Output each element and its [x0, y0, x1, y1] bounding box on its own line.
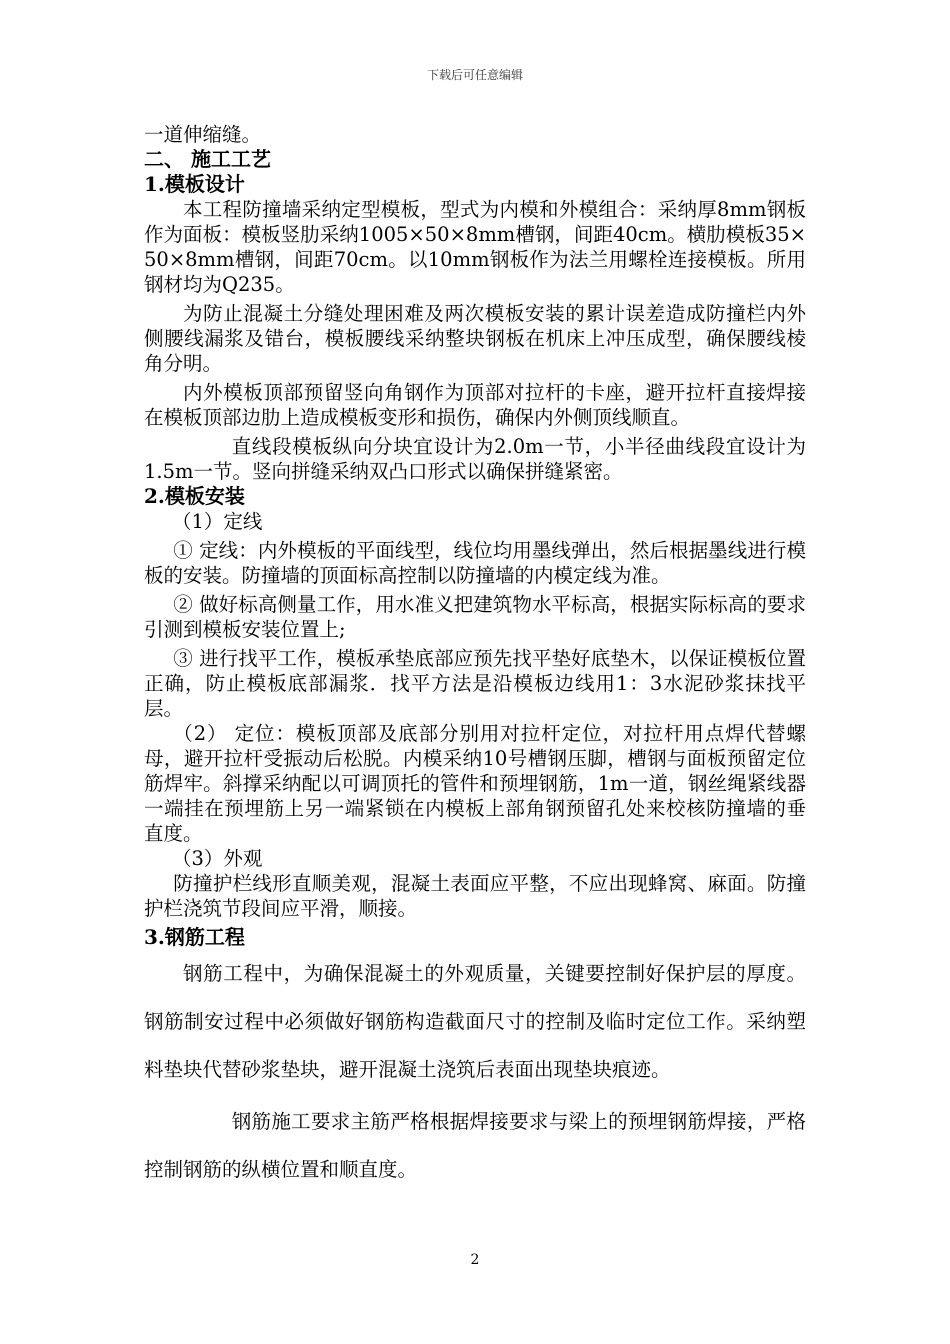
paragraph-rebar-welding: 钢筋施工要求主筋严格根据焊接要求与梁上的预埋钢筋焊接，严格控制钢筋的纵横位置和顺直度。 — [144, 1110, 806, 1181]
section-heading-construction-process: 二、 施工工艺 — [144, 147, 271, 171]
heading-formwork-installation: 2.模板安装 — [144, 484, 245, 508]
paragraph-appearance: 防撞护栏线形直顺美观，混凝土表面应平整，不应出现蜂窝、麻面。防撞护栏浇筑节段间应平滑，顺接。 — [144, 872, 806, 920]
paragraph-step-3: ③ 进行找平工作，模板承垫底部应预先找平垫好底垫木，以保证模板位置正确，防止模板底部漏浆．找平方法是沿模板边线用1：3水泥砂浆抹找平层。 — [144, 647, 806, 720]
paragraph-positioning: （2） 定位：模板顶部及底部分别用对拉杆定位，对拉杆用点焊代替螺母，避开拉杆受振动后松脱。内模采纳10号槽钢压脚，槽钢与面板预留定位筋焊牢。斜撑采纳配以可调顶托的管件和预埋钢筋，1m一道，钢丝绳紧线器一端挂在预埋筋上另一端紧锁在内模板上部角钢预留孔处来校核防撞墙的垂直度。 — [144, 722, 806, 845]
paragraph-rebar-cover: 钢筋工程中，为确保混凝土的外观质量，关键要控制好保护层的厚度。钢筋制安过程中必须做好钢筋构造截面尺寸的控制及临时定位工作。采纳塑料垫块代替砂浆垫块，避开混凝土浇筑后表面出现垫块痕迹。 — [144, 962, 806, 1081]
paragraph-step-2: ② 做好标高侧量工作，用水准义把建筑物水平标高，根据实际标高的要求引测到模板安装位置上; — [144, 593, 806, 641]
page-number: 2 — [470, 1252, 480, 1268]
paragraph-waistline: 为防止混凝土分缝处理困难及两次模板安装的累计误差造成防撞栏内外侧腰线漏浆及错台，模板腰线采纳整块钢板在机床上冲压成型，确保腰线棱角分明。 — [144, 302, 806, 375]
subheading-setting-out: （1）定线 — [172, 510, 263, 533]
heading-formwork-design: 1.模板设计 — [144, 172, 245, 196]
subheading-appearance: （3）外观 — [172, 847, 263, 870]
paragraph-segment-length: 直线段模板纵向分块宜设计为2.0m一节，小半径曲线段宜设计为1.5m一节。竖向拼缝采纳双凸口形式以确保拼缝紧密。 — [144, 435, 806, 483]
document-body — [144, 122, 806, 1194]
paragraph-continuation: 一道伸缩缝。 — [144, 123, 262, 146]
heading-rebar-work: 3.钢筋工程 — [144, 925, 245, 949]
paragraph-formwork-spec: 本工程防撞墙采纳定型模板，型式为内模和外模组合：采纳厚8mm钢板作为面板：模板竖肋采纳1005×50×8mm槽钢，间距40cm。横肋模板35×50×8mm槽钢，间距70cm。以10mm钢板作为法兰用螺栓连接模板。所用钢材均为Q235。 — [144, 198, 806, 296]
page-header: 下载后可任意编辑 — [426, 68, 523, 82]
paragraph-step-1: ① 定线：内外模板的平面线型，线位均用墨线弹出，然后根据墨线进行模板的安装。防撞墙的顶面标高控制以防撞墙的内模定线为准。 — [144, 539, 806, 587]
paragraph-angle-steel: 内外模板顶部预留竖向角钢作为顶部对拉杆的卡座，避开拉杆直接焊接在模板顶部边肋上造成模板变形和损伤，确保内外侧顶线顺直。 — [144, 381, 806, 429]
